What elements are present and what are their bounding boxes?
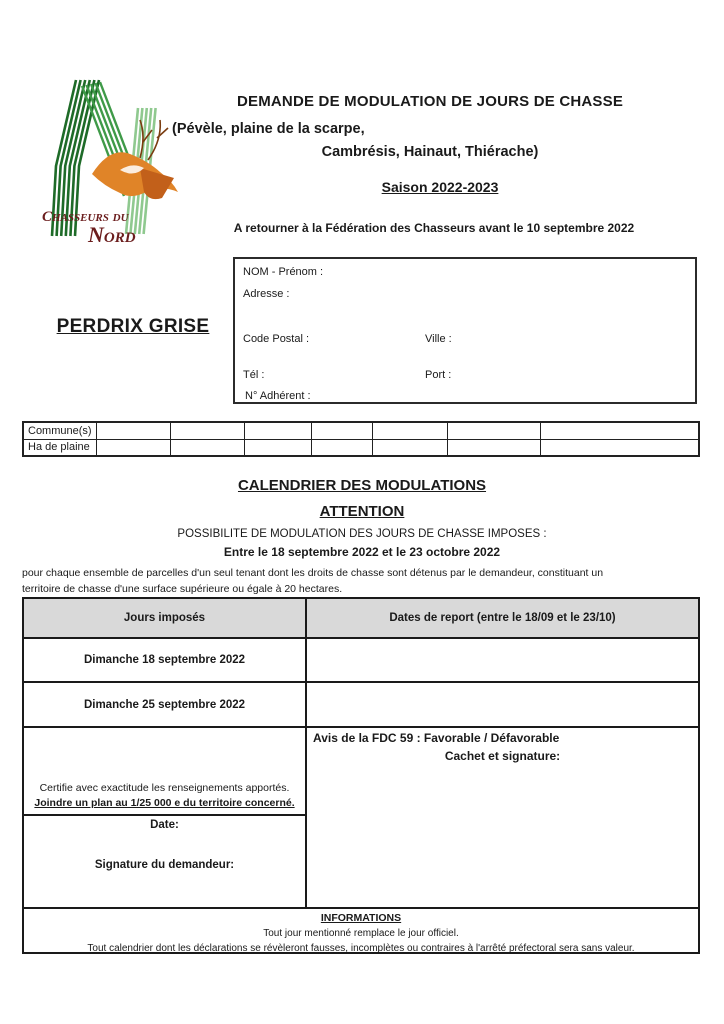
- hectares-row-label: Ha de plaine: [23, 439, 96, 456]
- informations-line1: Tout jour mentionné remplace le jour officiel.: [263, 928, 459, 939]
- modulation-table-header-row: [24, 599, 698, 639]
- report-date-cell-2: [307, 683, 698, 726]
- hectares-cell: [541, 439, 699, 456]
- logo-org-name-line1: Chasseurs du: [42, 209, 129, 225]
- commune-row-label: Commune(s): [23, 422, 96, 439]
- season-text: Saison 2022-2023: [381, 179, 499, 195]
- commune-cell: [244, 422, 311, 439]
- commune-cell: [373, 422, 447, 439]
- imposed-day-1: Dimanche 18 septembre 2022: [24, 639, 307, 681]
- address-field-label: Adresse :: [243, 288, 290, 300]
- certify-statement: Certifie avec exactitude les renseignements apportés.: [39, 782, 290, 794]
- stamp-signature-label: Cachet et signature:: [444, 749, 561, 763]
- document-title: DEMANDE DE MODULATION DE JOURS DE CHASSE: [236, 93, 624, 110]
- conditions-line2: territoire de chasse d'une surface supérieure ou égale à 20 hectares.: [22, 583, 343, 595]
- phone-field-label: Tél :: [243, 369, 265, 381]
- commune-cell: [96, 422, 170, 439]
- applicant-info-box: [233, 257, 697, 404]
- header-dates-de-report: Dates de report (entre le 18/09 et le 23/10): [389, 612, 616, 624]
- signature-section-row: [24, 728, 698, 907]
- report-date-cell-1: [307, 639, 698, 681]
- hectares-cell: [170, 439, 244, 456]
- calendar-heading-text: CALENDRIER DES MODULATIONS: [237, 477, 487, 494]
- hectares-cell: [312, 439, 373, 456]
- fdc-opinion-cell: [307, 728, 698, 907]
- postal-code-field-label: Code Postal :: [243, 333, 310, 345]
- declarant-column: [24, 728, 307, 907]
- possibility-line: POSSIBILITE DE MODULATION DES JOURS DE CHASSE IMPOSES :: [177, 528, 547, 540]
- commune-cell: [312, 422, 373, 439]
- attention-text: ATTENTION: [319, 503, 405, 520]
- commune-cell: [170, 422, 244, 439]
- conditions-line1: pour chaque ensemble de parcelles d'un seul tenant dont les droits de chasse sont détenus par le demandeur, constituant un: [22, 567, 604, 579]
- table-row-day2: [24, 683, 698, 728]
- informations-footer: [24, 907, 698, 952]
- date-range-line: Entre le 18 septembre 2022 et le 23 octobre 2022: [223, 545, 501, 559]
- signature-label: Signature du demandeur:: [94, 859, 235, 871]
- name-field-label: NOM - Prénom :: [243, 266, 324, 278]
- commune-table: [22, 421, 700, 457]
- table-row-day1: [24, 639, 698, 683]
- header-jours-imposes: Jours imposés: [24, 599, 307, 637]
- logo-org-name-line2: Nord: [88, 222, 136, 246]
- city-field-label: Ville :: [425, 333, 452, 345]
- informations-line2: Tout calendrier dont les déclarations se révèleront fausses, incomplètes ou contraires à l'arrêté préfectoral sera sans valeur.: [87, 943, 635, 954]
- date-label: Date:: [150, 819, 179, 831]
- certification-cell: [24, 728, 305, 816]
- document-subtitle-line1: (Pévèle, plaine de la scarpe,: [172, 121, 365, 137]
- attention-heading: [0, 503, 724, 520]
- imposed-day-2: Dimanche 25 septembre 2022: [24, 683, 307, 726]
- mobile-field-label: Port :: [425, 369, 452, 381]
- document-subtitle-line2: Cambrésis, Hainaut, Thiérache): [321, 144, 539, 160]
- table-row-communes: [23, 422, 699, 439]
- hectares-cell: [447, 439, 541, 456]
- member-number-field-label: N° Adhérent :: [245, 390, 311, 402]
- season-label: [160, 179, 720, 195]
- modulation-table: [22, 597, 700, 954]
- commune-cell: [541, 422, 699, 439]
- date-signature-cell: [24, 816, 305, 874]
- return-instruction: A retourner à la Fédération des Chasseurs avant le 10 septembre 2022: [233, 221, 635, 235]
- hectares-cell: [244, 439, 311, 456]
- fdc-opinion-line: Avis de la FDC 59 : Favorable / Défavorable: [313, 731, 560, 745]
- attach-plan-statement: Joindre un plan au 1/25 000 e du territoire concerné.: [34, 797, 295, 809]
- table-row-hectares: [23, 439, 699, 456]
- informations-heading: INFORMATIONS: [320, 912, 402, 924]
- hectares-cell: [96, 439, 170, 456]
- species-title: PERDRIX GRISE: [56, 316, 210, 337]
- hectares-cell: [373, 439, 447, 456]
- conditions-paragraph: [22, 565, 712, 597]
- commune-cell: [447, 422, 541, 439]
- calendar-section-heading: [0, 477, 724, 494]
